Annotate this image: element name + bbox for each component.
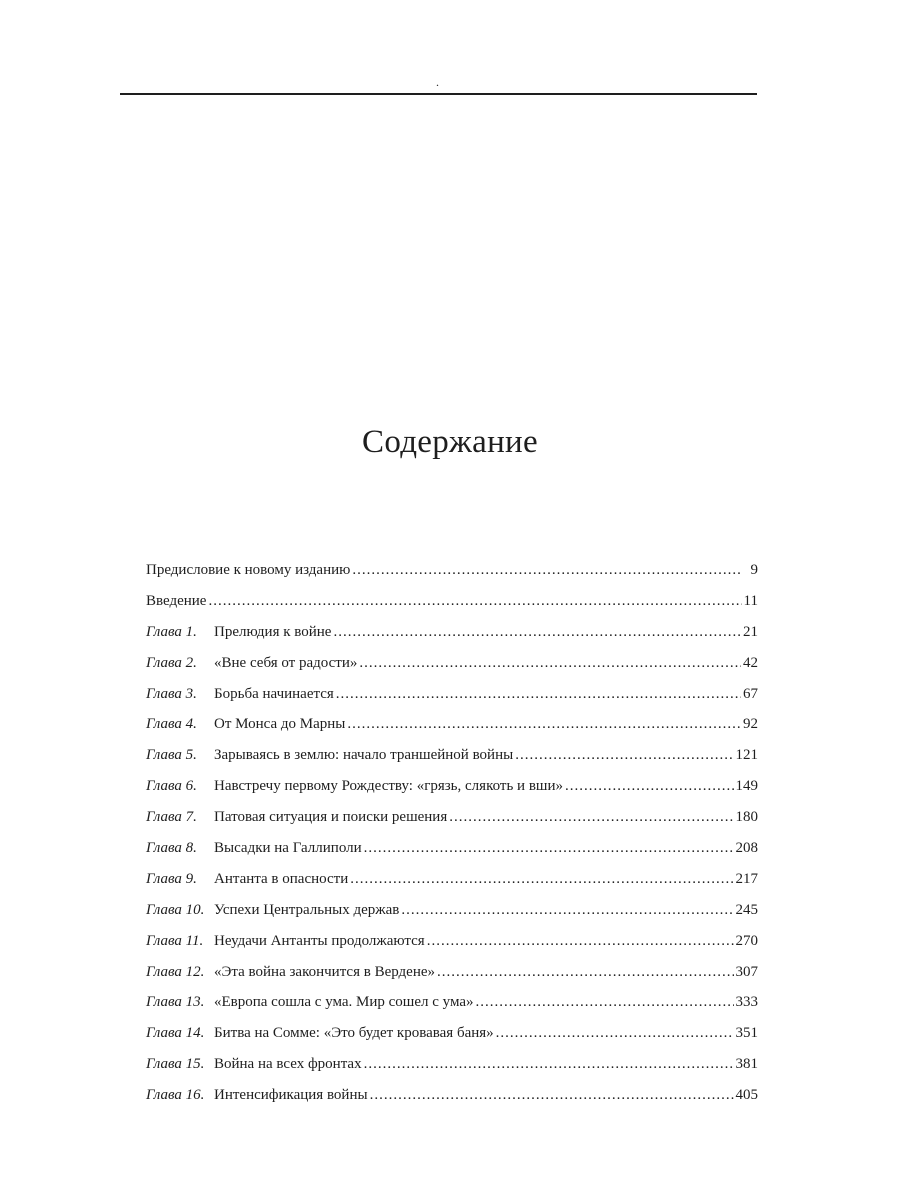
toc-entry-chapter-3[interactable] <box>146 683 758 714</box>
toc-page-number: 42 <box>743 654 758 671</box>
toc-chapter-number: Глава 9. <box>146 870 197 887</box>
toc-entry-chapter-5[interactable] <box>146 744 758 775</box>
toc-page-number: 149 <box>735 778 758 795</box>
toc-chapter-number: Глава 7. <box>146 809 197 826</box>
toc-page-number: 351 <box>735 1025 758 1042</box>
toc-entry-chapter-15[interactable] <box>146 1053 758 1084</box>
toc-entry-chapter-12[interactable] <box>146 961 758 992</box>
page-title: Содержание <box>362 424 538 461</box>
toc-page-number: 217 <box>735 870 758 887</box>
toc-entry-title: Предисловие к новому изданию <box>146 562 351 578</box>
toc-entry-title: Патовая ситуация и поиски решения <box>214 809 448 826</box>
dot-leader <box>359 652 741 674</box>
toc-chapter-number: Глава 8. <box>146 840 197 857</box>
toc-page-number: 21 <box>743 623 758 640</box>
toc-page-number: 270 <box>735 932 758 949</box>
dot-leader <box>364 837 734 859</box>
dot-leader <box>208 590 741 612</box>
toc-entry-chapter-16[interactable] <box>146 1084 758 1115</box>
dot-leader <box>449 806 733 828</box>
table-of-contents <box>146 559 758 1115</box>
toc-page-number: 405 <box>735 1087 758 1104</box>
toc-chapter-number: Глава 6. <box>146 778 197 795</box>
dot-leader <box>515 744 733 766</box>
toc-page-number: 208 <box>735 840 758 857</box>
toc-entry-chapter-6[interactable] <box>146 775 758 806</box>
toc-entry-title: Введение <box>146 592 207 609</box>
toc-chapter-number: Глава 3. <box>146 685 197 702</box>
header-rule <box>120 93 757 95</box>
toc-entry-chapter-9[interactable] <box>146 868 758 899</box>
toc-entry-chapter-2[interactable] <box>146 652 758 683</box>
dot-leader <box>364 1053 734 1075</box>
toc-entry-preface[interactable] <box>146 559 758 590</box>
toc-chapter-number: Глава 4. <box>146 716 197 733</box>
dot-leader <box>565 775 734 797</box>
toc-page-number: 11 <box>743 592 758 609</box>
toc-entry-title: «Европа сошла с ума. Мир сошел с ума» <box>214 994 474 1011</box>
toc-entry-chapter-1[interactable] <box>146 621 758 652</box>
toc-page-number: 92 <box>743 716 758 733</box>
toc-entry-title: Навстречу первому Рождеству: «грязь, слякоть и вши» <box>214 778 563 795</box>
toc-page-number: 180 <box>735 809 758 826</box>
toc-entry-title: Интенсификация войны <box>214 1087 368 1104</box>
toc-entry-chapter-4[interactable] <box>146 713 758 744</box>
toc-entry-title: Борьба начинается <box>214 685 334 702</box>
dot-leader <box>333 621 741 643</box>
dot-leader <box>370 1084 734 1106</box>
toc-entry-chapter-11[interactable] <box>146 930 758 961</box>
toc-entry-title: Высадки на Галлиполи <box>214 840 362 857</box>
dot-leader <box>427 930 734 952</box>
toc-entry-chapter-13[interactable] <box>146 991 758 1022</box>
toc-chapter-number: Глава 10. <box>146 901 205 918</box>
toc-entry-chapter-8[interactable] <box>146 837 758 868</box>
toc-page-number: 307 <box>735 963 758 980</box>
toc-entry-title: Успехи Центральных держав <box>214 901 400 918</box>
toc-entry-title: «Эта война закончится в Вердене» <box>214 963 436 980</box>
toc-entry-title: Война на всех фронтах <box>214 1056 362 1073</box>
toc-entry-title: Антанта в опасности <box>214 870 349 887</box>
toc-entry-introduction[interactable] <box>146 590 758 621</box>
toc-page-number: 67 <box>743 685 758 702</box>
toc-entry-title: Зарываясь в землю: начало траншейной войны <box>214 747 514 764</box>
toc-chapter-number: Глава 1. <box>146 623 197 640</box>
toc-entry-title: «Вне себя от радости» <box>214 654 358 671</box>
dot-leader <box>401 899 733 921</box>
toc-entry-chapter-14[interactable] <box>146 1022 758 1053</box>
toc-page-number: 121 <box>735 747 758 764</box>
toc-entry-title: Битва на Сомме: «Это будет кровавая баня» <box>214 1025 494 1042</box>
toc-page-number: 381 <box>735 1056 758 1073</box>
toc-chapter-number: Глава 11. <box>146 932 204 949</box>
dot-leader <box>347 713 741 735</box>
toc-entry-chapter-7[interactable] <box>146 806 758 837</box>
toc-entry-title: Неудачи Антанты продолжаются <box>214 932 425 949</box>
toc-chapter-number: Глава 13. <box>146 994 205 1011</box>
toc-page-number: 333 <box>735 994 758 1011</box>
toc-page-number: 245 <box>735 901 758 918</box>
dot-leader <box>496 1022 734 1044</box>
toc-entry-chapter-10[interactable] <box>146 899 758 930</box>
dot-leader <box>350 868 733 890</box>
dot-leader <box>437 961 733 983</box>
toc-chapter-number: Глава 5. <box>146 747 197 764</box>
toc-chapter-number: Глава 14. <box>146 1025 205 1042</box>
dot-leader <box>336 683 741 705</box>
dot-leader <box>352 559 742 581</box>
toc-entry-title: Прелюдия к войне <box>214 623 332 640</box>
header-mark: . <box>436 75 439 89</box>
toc-chapter-number: Глава 2. <box>146 654 197 671</box>
toc-page-number: 9 <box>750 562 758 578</box>
toc-chapter-number: Глава 12. <box>146 963 205 980</box>
dot-leader <box>476 991 734 1013</box>
toc-chapter-number: Глава 16. <box>146 1087 205 1104</box>
toc-entry-title: От Монса до Марны <box>214 716 346 733</box>
toc-chapter-number: Глава 15. <box>146 1056 205 1073</box>
